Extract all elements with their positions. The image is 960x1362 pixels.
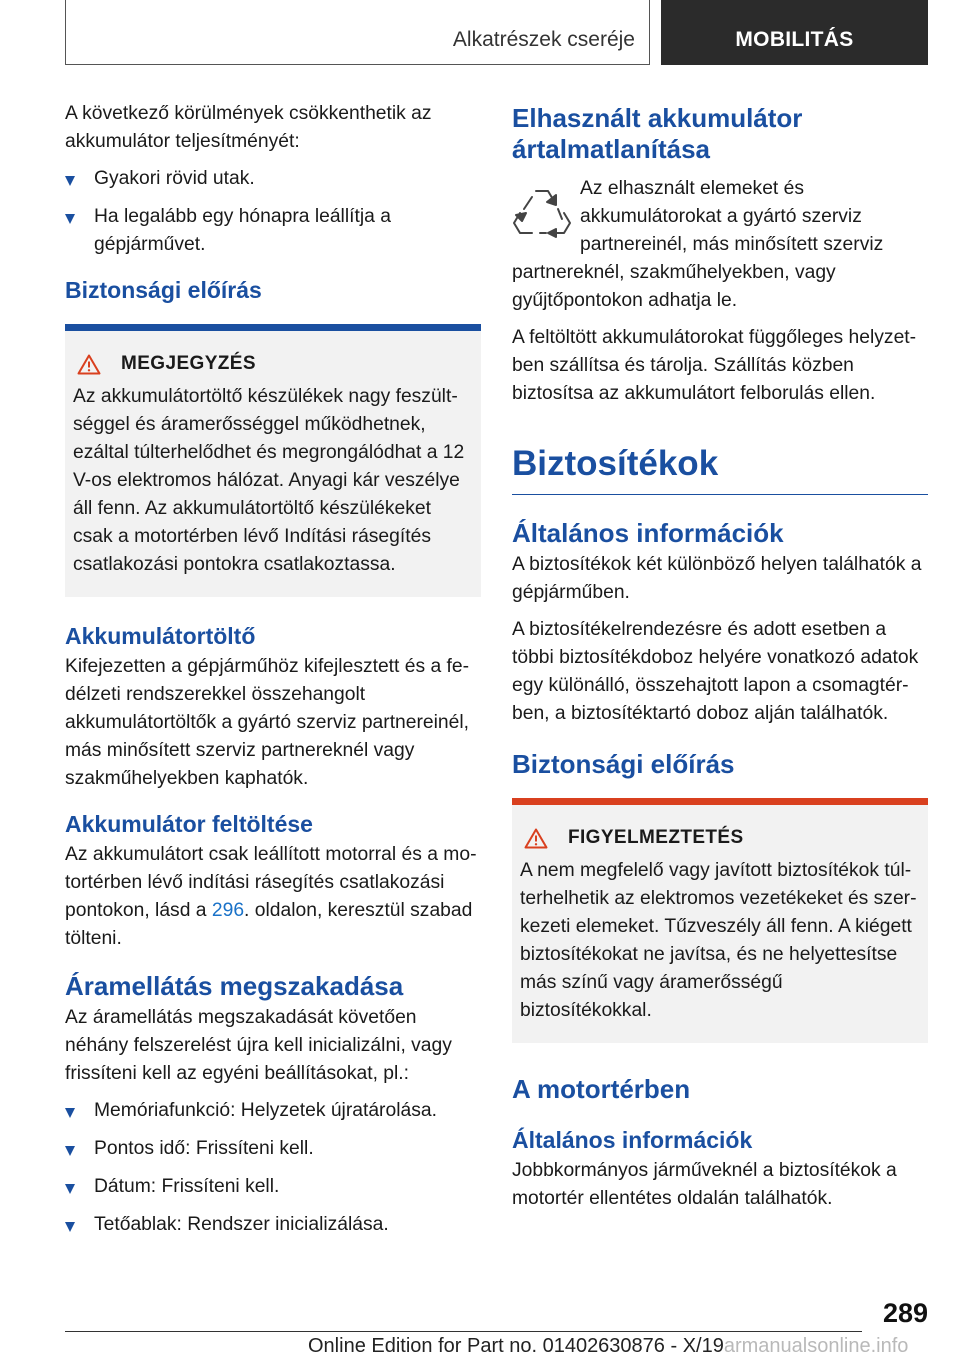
bullet-triangle-icon (65, 1146, 75, 1156)
list-item: Tetőablak: Rendszer inicializálása. (65, 1211, 481, 1239)
charging-heading: Akkumulátor feltöltése (65, 811, 313, 837)
list-item: Dátum: Frissíteni kell. (65, 1173, 481, 1201)
general-paragraph-2: A biztosítékelrendezésre és adott esetben a többi biztosítékdoboz helyére vonatkozó adatok egy különálló, összehajtott lapon a csomagtérben, a biztosítéktartó doboz alján találhatók. (512, 619, 919, 724)
engine-compartment-heading: A motortérben (512, 1074, 691, 1104)
section-tab (65, 0, 650, 65)
intro-list (65, 165, 481, 259)
note-box (65, 324, 481, 597)
left-column (65, 100, 481, 1249)
bullet-triangle-icon (65, 1222, 75, 1232)
bullet-triangle-icon (65, 1108, 75, 1118)
power-paragraph: Az áramellátás megszakadását követően néhány felszerelést újra kell inicializálni, vagy frissíteni kell az egyéni beállításokat, pl.: (65, 1007, 452, 1084)
warning-triangle-icon (524, 828, 548, 849)
footer-divider (65, 1331, 862, 1332)
warning-triangle-icon (77, 354, 101, 375)
general-paragraph-1: A biztosítékok két különböző helyen találhatók a gépjárműben. (512, 554, 922, 603)
power-list (65, 1097, 481, 1239)
recycle-icon (512, 183, 572, 245)
note-text: Az akkumulátortöltő készülékek nagy feszültséggel és áramerősséggel működhetnek, ezáltal túlterhelődhet és megrongálódhat a 12 V-os elektromos hálózat. Anyagi kár veszélye áll fenn. Az akkumulátortöltő készülékeket csak a motortérben lévő Indítási rásegítés csatlakozási pontokra csatlakoztassa. (73, 386, 465, 575)
chapter-tab (661, 0, 928, 65)
safety-heading: Biztonsági előírás (65, 277, 262, 303)
warning-header (520, 827, 918, 849)
list-item: Memóriafunkció: Helyzetek újratárolása. (65, 1097, 481, 1125)
page-number: 289 (882, 1298, 928, 1328)
bullet-triangle-icon (65, 1184, 75, 1194)
bullet-triangle-icon (65, 214, 75, 224)
intro-paragraph: A következő körülmények csökkenthetik az akkumulátor teljesítményét: (65, 103, 432, 152)
charger-heading: Akkumulátortöltő (65, 623, 256, 649)
charging-paragraph: Az akkumulátort csak leállított motorral és a motortérben lévő indítási rásegítés csatlakozási pontokon, lásd a 296. oldalon, keresztül szabad tölteni. (65, 844, 477, 949)
watermark: armanualsonline.info (723, 1335, 909, 1357)
footer-edition: Online Edition for Part no. 01402630876 - X/19armanualsonline.info (308, 1335, 909, 1357)
charger-paragraph: Kifejezetten a gépjárműhöz kifejlesztett és a fedélzeti rendszerekkel összehangolt akkumulátortöltők a gyártó szerviz partnereinél, más minősített szerviz partnereknél vagy szakműhelyekben kaphatók. (65, 656, 470, 789)
general-info-heading: Általános információk (512, 518, 784, 548)
bullet-triangle-icon (65, 176, 75, 186)
fuses-divider (512, 494, 928, 495)
disposal-block (512, 175, 928, 315)
note-header (73, 353, 471, 375)
note-label: MEGJEGYZÉS (121, 353, 256, 374)
warning-label: FIGYELMEZTETÉS (568, 827, 744, 848)
engine-general-heading: Általános információk (512, 1127, 753, 1153)
disposal-paragraph-1: Az elhasznált elemeket és akkumulátorokat a gyártó szerviz partnereinél, más minősített szerviz partnereknél, szakműhelyekben, vagy gyűjtőpontokon adhatja le. (512, 178, 884, 311)
list-item: Gyakori rövid utak. (65, 165, 481, 193)
fuses-heading: Biztosítékok (512, 444, 719, 483)
power-interruption-heading: Áramellátás megszakadása (65, 971, 404, 1001)
page-reference-link[interactable]: 296 (211, 900, 245, 921)
disposal-heading: Elhasznált akkumulátor ártalmatlanítása (512, 103, 803, 164)
section-title: Alkatrészek cseréje (452, 28, 635, 51)
list-item: Ha legalább egy hónapra leállítja a gépjárművet. (65, 203, 481, 259)
right-column (512, 100, 928, 1222)
engine-paragraph: Jobbkormányos járműveknél a biztosítékok a motortér ellentétes oldalán találhatók. (512, 1160, 897, 1209)
list-item: Pontos idő: Frissíteni kell. (65, 1135, 481, 1163)
fuse-safety-heading: Biztonsági előírás (512, 749, 735, 779)
warning-text: A nem megfelelő vagy javított biztosítékok túlterhelhetik az elektromos vezetékeket és szerkezeti elemeket. Tűzveszély áll fenn. A kiégett biztosítékokat ne javítsa, és ne helyettesítse más színű vagy áramerősségű biztosítékokkal. (520, 860, 917, 1021)
page-header (65, 0, 928, 65)
chapter-title: MOBILITÁS (735, 28, 854, 51)
disposal-paragraph-2: A feltöltött akkumulátorokat függőleges helyzetben szállítsa és tárolja. Szállítás közben biztosítsa az akkumulátort felborulás ellen. (512, 327, 917, 404)
warning-box (512, 798, 928, 1043)
